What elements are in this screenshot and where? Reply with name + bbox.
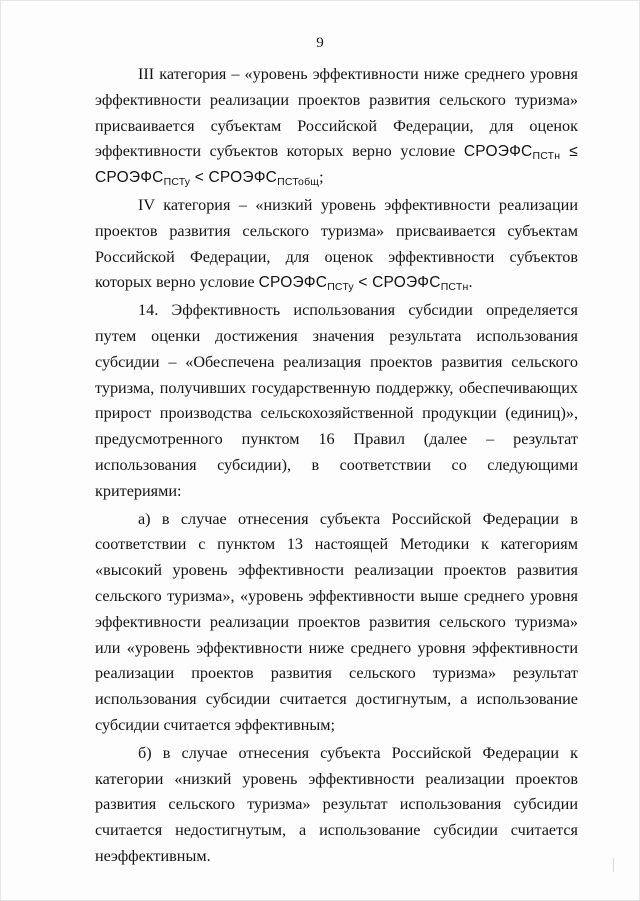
formula-symbol: СРОЭФС [372, 274, 441, 292]
formula-symbol: СРОЭФС [208, 169, 278, 187]
paragraph-criterion-a: а) в случае отнесения субъекта Российской Федерации в соответствии с пунктом 13 настоящей Методики к категориям «высокий уровень эффективности реализации проектов развития сельского туризма», «уровень эффективности выше среднего уровня эффективности реализации проектов развития сельского туризма» или «уровень эффективности ниже среднего уровня эффективности реализации проектов развития сельского туризма» результат использования субсидии считается достигнутым, а использование субсидии считается эффективным; [95, 509, 578, 734]
formula-term [95, 169, 191, 189]
formula-subscript: ПСТобщ [277, 176, 320, 189]
formula-symbol: СРОЭФС [95, 169, 164, 187]
formula-term [258, 274, 354, 294]
formula-subscript: ПСТн [440, 281, 469, 294]
formula-term [372, 274, 469, 294]
paragraph-category-4 [95, 193, 578, 296]
page-number: 9 [316, 35, 324, 51]
scan-artifact [613, 858, 618, 872]
paragraph-criterion-b: б) в случае отнесения субъекта Российской Федерации к категории «низкий уровень эффективности реализации проектов развития сельского туризма» результат использования субсидии считается недостигнутым, а использование субсидии считается неэффективным. [95, 743, 578, 865]
formula-term [463, 143, 561, 163]
formula-term [208, 169, 320, 189]
formula-subscript: ПСТу [327, 281, 354, 294]
paragraph-14: 14. Эффективность использования субсидии определяется путем оценки достижения значения результата использования субсидии – «Обеспечена реализация проектов развития сельского туризма, получивших государственную поддержку, обеспечивающих прирост производства сельскохозяйственной продукции (единиц)», предусмотренного пунктом 16 Правил (далее – результат использования субсидии), в соответствии со следующими критериями: [95, 301, 578, 500]
paragraph-text: IV категория – «низкий уровень эффективности реализации проектов развития сельского туризма» присваивается субъектам Российской Федерации, для оценок эффективности субъектов которых верно условие [95, 195, 578, 292]
paragraph-text: III категория – «уровень эффективности ниже среднего уровня эффективности реализации проектов развития сельского туризма» присваивается субъектам Российской Федерации, для оценок эффективности субъектов которых верно условие [95, 65, 578, 161]
formula-relation: < [353, 274, 373, 292]
document-body [95, 62, 578, 870]
formula-end: . [468, 273, 473, 292]
formula-symbol: СРОЭФС [258, 274, 328, 292]
formula-symbol: СРОЭФС [463, 143, 533, 161]
formula-end: ; [319, 168, 324, 187]
paragraph-category-3 [95, 62, 578, 191]
formula-relation: ≤ [560, 143, 578, 161]
formula-relation: < [190, 169, 209, 187]
formula-subscript: ПСТн [532, 150, 561, 163]
formula-subscript: ПСТу [163, 176, 191, 189]
